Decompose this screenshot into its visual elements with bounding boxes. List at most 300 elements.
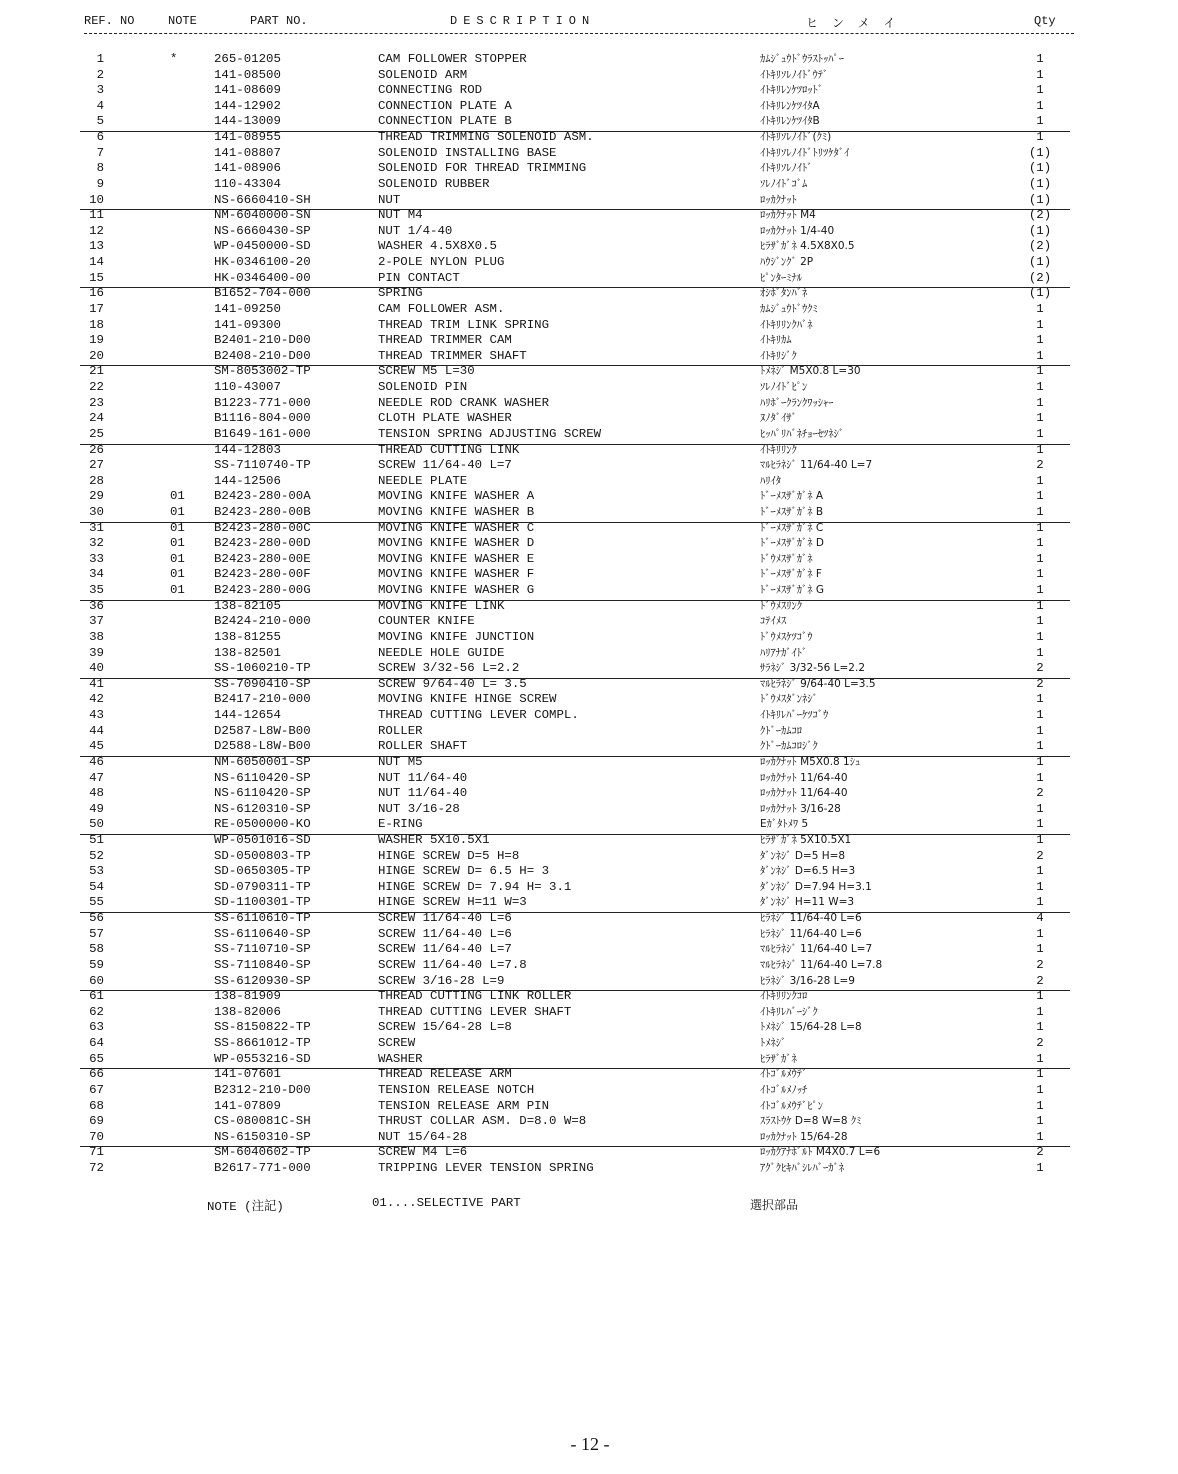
ref-no-cell: 16 (89, 286, 104, 301)
ref-no-cell: 33 (89, 551, 104, 566)
table-row (0, 755, 1178, 771)
table-row (0, 489, 1178, 505)
qty-cell: (1) (1028, 255, 1052, 270)
part-no-cell: WP-0450000-SD (214, 239, 311, 254)
part-no-cell: SS-7110740-TP (214, 458, 311, 473)
part-no-cell: 138-82006 (214, 1004, 281, 1019)
kana-cell: ｲﾄｺﾞﾙﾒｳﾃﾞ (760, 1068, 808, 1081)
qty-cell: 1 (1036, 942, 1044, 957)
part-no-cell: D2588-L8W-B00 (214, 739, 311, 754)
description-cell: TENSION RELEASE ARM PIN (378, 1098, 550, 1113)
description-cell: SCREW M5 L=30 (378, 364, 475, 379)
ref-no-cell: 56 (89, 911, 104, 926)
table-row (0, 52, 1178, 68)
ref-no-cell: 37 (89, 614, 104, 629)
footnote-kana: 選択部品 (750, 1198, 799, 1212)
part-no-cell: NS-6660410-SH (214, 192, 311, 207)
table-row (0, 880, 1178, 896)
description-cell: SCREW 11/64-40 L=6 (378, 926, 512, 941)
ref-no-cell: 50 (89, 817, 104, 832)
part-no-cell: 141-07809 (214, 1098, 281, 1113)
kana-cell: ﾄﾞｳﾒｽﾀﾞﾝﾈｼﾞ (760, 693, 818, 706)
table-row (0, 1052, 1178, 1068)
kana-cell: ﾄﾒﾈｼﾞ M5X0.8 L=30 (760, 365, 861, 378)
ref-no-cell: 1 (96, 52, 104, 66)
description-cell: NUT 11/64-40 (378, 770, 468, 785)
kana-cell: ﾛｯｶｸﾅｯﾄ (760, 193, 797, 206)
part-no-cell: WP-0501016-SD (214, 833, 311, 847)
ref-no-cell: 22 (89, 380, 104, 395)
description-cell: SOLENOID PIN (378, 380, 468, 395)
kana-cell: ﾋﾗｻﾞｶﾞﾈ 4.5X8X0.5 (760, 240, 855, 253)
part-no-cell: SD-0650305-TP (214, 864, 311, 879)
part-no-cell: SS-7110840-SP (214, 957, 311, 972)
ref-no-cell: 71 (89, 1145, 104, 1160)
ref-no-cell: 25 (89, 426, 104, 441)
kana-cell: ｽﾗｽﾄｳｹ D=8 W=8 ｸﾐ (760, 1115, 862, 1128)
part-no-cell: NS-6110420-SP (214, 770, 311, 785)
table-row (0, 68, 1178, 84)
ref-no-cell: 65 (89, 1051, 104, 1066)
ref-no-cell: 7 (96, 145, 104, 160)
description-cell: THREAD TRIM LINK SPRING (378, 317, 550, 332)
description-cell: CAM FOLLOWER STOPPER (378, 52, 527, 66)
description-cell: NUT M4 (378, 208, 423, 223)
qty-cell: 1 (1036, 364, 1044, 379)
table-row (0, 286, 1178, 302)
qty-cell: 1 (1036, 442, 1044, 457)
kana-cell: ｲﾄｷﾘﾚﾝｹﾂｲﾀA (760, 99, 820, 112)
ref-no-cell: 18 (89, 317, 104, 332)
ref-no-cell: 40 (89, 661, 104, 676)
qty-cell: 1 (1036, 833, 1044, 847)
part-no-cell: B1223-771-000 (214, 395, 311, 410)
part-no-cell: B2423-280-00C (214, 520, 311, 535)
ref-no-cell: 47 (89, 770, 104, 785)
table-row (0, 177, 1178, 193)
kana-cell: ﾄﾞｰﾒｽｻﾞｶﾞﾈ F (760, 568, 822, 581)
description-cell: NEEDLE PLATE (378, 473, 468, 488)
table-row (0, 786, 1178, 802)
part-no-cell: B1649-161-000 (214, 426, 311, 441)
part-no-cell: 138-82105 (214, 598, 281, 613)
description-cell: 2-POLE NYLON PLUG (378, 255, 505, 270)
header-description: DESCRIPTION (450, 14, 596, 28)
description-cell: SOLENOID ARM (378, 67, 468, 82)
qty-cell: 1 (1036, 645, 1044, 660)
ref-no-cell: 43 (89, 708, 104, 723)
ref-no-cell: 38 (89, 629, 104, 644)
kana-cell: ﾏﾙﾋﾗﾈｼﾞ 11/64-40 L=7.8 (760, 958, 883, 971)
description-cell: NUT M5 (378, 754, 423, 769)
footnote-label: NOTE (注記) (207, 1200, 284, 1214)
qty-cell: 1 (1036, 614, 1044, 629)
qty-cell: 1 (1036, 1004, 1044, 1019)
kana-cell: ﾛｯｶｸﾅｯﾄ 11/64-40 (760, 771, 848, 784)
part-no-cell: B2423-280-00G (214, 583, 311, 598)
kana-cell: ｲﾄｷﾘﾚﾝｹﾂｲﾀB (760, 115, 820, 128)
description-cell: WASHER 4.5X8X0.5 (378, 239, 497, 254)
qty-cell: 1 (1036, 1098, 1044, 1113)
qty-cell: 1 (1036, 1161, 1044, 1176)
part-no-cell: SD-0500803-TP (214, 848, 311, 863)
table-row (0, 505, 1178, 521)
description-cell: TENSION RELEASE NOTCH (378, 1082, 535, 1097)
group-rule (80, 834, 1070, 835)
group-rule (80, 444, 1070, 445)
description-cell: THREAD CUTTING LEVER COMPL. (378, 708, 579, 723)
qty-cell: 1 (1036, 926, 1044, 941)
qty-cell: 1 (1036, 801, 1044, 816)
description-cell: HINGE SCREW D= 6.5 H= 3 (378, 864, 550, 879)
table-row (0, 646, 1178, 662)
ref-no-cell: 55 (89, 895, 104, 910)
kana-cell: ﾄﾞｰﾒｽｻﾞｶﾞﾈ A (760, 490, 824, 503)
description-cell: HINGE SCREW D= 7.94 H= 3.1 (378, 879, 572, 894)
part-no-cell: 141-08955 (214, 130, 281, 145)
kana-cell: ﾀﾞﾝﾈｼﾞ D=6.5 H=3 (760, 865, 856, 878)
description-cell: ROLLER (378, 723, 423, 738)
note-cell: 01 (170, 504, 185, 519)
ref-no-cell: 8 (96, 161, 104, 176)
header-kana: ヒンメイ (806, 17, 910, 31)
table-row (0, 817, 1178, 833)
kana-cell: ﾏﾙﾋﾗﾈｼﾞ 11/64-40 L=7 (760, 943, 873, 956)
kana-cell: ﾇﾉﾀﾞｲｻﾞ (760, 412, 797, 425)
ref-no-cell: 24 (89, 411, 104, 426)
table-row (0, 849, 1178, 865)
table-row (0, 692, 1178, 708)
kana-cell: ﾄﾞｰﾒｽｻﾞｶﾞﾈ B (760, 505, 824, 518)
kana-cell: ﾄﾒﾈｼﾞ (760, 1037, 787, 1050)
qty-cell: 1 (1036, 301, 1044, 316)
group-rule (80, 365, 1070, 366)
part-no-cell: SM-8053002-TP (214, 364, 311, 379)
group-rule (80, 131, 1070, 132)
kana-cell: ﾛｯｶｸﾅｯﾄ 11/64-40 (760, 787, 848, 800)
kana-cell: ﾄﾞｰﾒｽｻﾞｶﾞﾈ G (760, 584, 824, 597)
ref-no-cell: 58 (89, 942, 104, 957)
part-no-cell: 141-08500 (214, 67, 281, 82)
page-number: - 12 - (570, 1434, 610, 1454)
ref-no-cell: 45 (89, 739, 104, 754)
qty-cell: 1 (1036, 754, 1044, 769)
part-no-cell: NS-6150310-SP (214, 1129, 311, 1144)
kana-cell: ｲﾄｷﾘﾘﾝｸ (760, 443, 797, 456)
qty-cell: 1 (1036, 770, 1044, 785)
qty-cell: 1 (1036, 1114, 1044, 1129)
qty-cell: 1 (1036, 317, 1044, 332)
table-row (0, 396, 1178, 412)
table-row (0, 802, 1178, 818)
ref-no-cell: 60 (89, 973, 104, 988)
kana-cell: Eｶﾞﾀﾄﾒﾜ 5 (760, 818, 809, 831)
kana-cell: ﾄﾞｳﾒｽﾘﾝｸ (760, 599, 802, 612)
kana-cell: ﾛｯｶｸﾅｯﾄ 15/64-28 (760, 1130, 848, 1143)
kana-cell: ﾊﾘﾎﾞｰｸﾗﾝｸﾜｯｼｬｰ (760, 396, 834, 409)
qty-cell: 1 (1036, 1051, 1044, 1066)
qty-cell: 1 (1036, 411, 1044, 426)
ref-no-cell: 15 (89, 270, 104, 285)
description-cell: SOLENOID RUBBER (378, 176, 490, 191)
description-cell: MOVING KNIFE WASHER E (378, 551, 535, 566)
kana-cell: ﾋﾗｻﾞｶﾞﾈ 5X10.5X1 (760, 834, 852, 846)
description-cell: SCREW 9/64-40 L= 3.5 (378, 676, 527, 691)
kana-cell: ｲﾄｷﾘｿﾚﾉｲﾄﾞﾄﾘﾂｹﾀﾞｲ (760, 146, 850, 159)
qty-cell: 1 (1036, 551, 1044, 566)
ref-no-cell: 62 (89, 1004, 104, 1019)
group-rule (80, 1068, 1070, 1069)
ref-no-cell: 69 (89, 1114, 104, 1129)
part-no-cell: 144-12902 (214, 98, 281, 113)
group-rule (80, 522, 1070, 523)
kana-cell: ﾀﾞﾝﾈｼﾞ D=5 H=8 (760, 849, 846, 862)
group-rule (80, 912, 1070, 913)
qty-cell: 1 (1036, 536, 1044, 551)
description-cell: THREAD CUTTING LINK (378, 442, 520, 457)
part-no-cell: SD-1100301-TP (214, 895, 311, 910)
ref-no-cell: 2 (96, 67, 104, 82)
table-row (0, 364, 1178, 380)
kana-cell: ﾀﾞﾝﾈｼﾞ D=7.94 H=3.1 (760, 880, 872, 893)
ref-no-cell: 61 (89, 989, 104, 1004)
kana-cell: ﾊﾘｱﾅｶﾞｲﾄﾞ (760, 646, 808, 659)
qty-cell: (2) (1028, 239, 1052, 254)
column-header (0, 12, 1178, 34)
qty-cell: 1 (1036, 130, 1044, 145)
ref-no-cell: 41 (89, 676, 104, 691)
kana-cell: ｶﾑｼﾞｭｳﾄﾞｳｸﾐ (760, 302, 818, 315)
description-cell: THREAD TRIMMER SHAFT (378, 348, 527, 363)
kana-cell: ﾛｯｶｸﾅｯﾄ M4 (760, 209, 816, 222)
ref-no-cell: 3 (96, 83, 104, 98)
description-cell: SCREW 15/64-28 L=8 (378, 1020, 512, 1035)
ref-no-cell: 4 (96, 98, 104, 113)
qty-cell: 1 (1036, 504, 1044, 519)
qty-cell: (1) (1028, 161, 1052, 176)
table-row (0, 927, 1178, 943)
ref-no-cell: 39 (89, 645, 104, 660)
table-row (0, 380, 1178, 396)
qty-cell: 1 (1036, 879, 1044, 894)
part-no-cell: B2312-210-D00 (214, 1082, 311, 1097)
part-no-cell: 144-13009 (214, 114, 281, 129)
ref-no-cell: 59 (89, 957, 104, 972)
table-row (0, 677, 1178, 693)
table-row (0, 146, 1178, 162)
part-no-cell: 141-09250 (214, 301, 281, 316)
description-cell: NUT (378, 192, 401, 207)
description-cell: THRUST COLLAR ASM. D=8.0 W=8 (378, 1114, 587, 1129)
description-cell: CAM FOLLOWER ASM. (378, 301, 505, 316)
table-row (0, 1114, 1178, 1130)
ref-no-cell: 57 (89, 926, 104, 941)
kana-cell: ｲﾄｷﾘｶﾑ (760, 334, 792, 347)
table-row (0, 833, 1178, 849)
description-cell: SCREW 3/16-28 L=9 (378, 973, 505, 988)
part-no-cell: 144-12654 (214, 708, 281, 723)
ref-no-cell: 23 (89, 395, 104, 410)
description-cell: TENSION SPRING ADJUSTING SCREW (378, 426, 602, 441)
table-row (0, 1067, 1178, 1083)
part-no-cell: B2401-210-D00 (214, 333, 311, 348)
table-row (0, 208, 1178, 224)
table-row (0, 771, 1178, 787)
table-row (0, 661, 1178, 677)
description-cell: PIN CONTACT (378, 270, 460, 285)
description-cell: MOVING KNIFE WASHER G (378, 583, 535, 598)
description-cell: E-RING (378, 817, 423, 832)
part-no-cell: 141-08609 (214, 83, 281, 98)
ref-no-cell: 34 (89, 567, 104, 582)
table-row (0, 318, 1178, 334)
group-rule (80, 990, 1070, 991)
part-no-cell: RE-0500000-KO (214, 817, 311, 832)
part-no-cell: 141-08906 (214, 161, 281, 176)
table-row (0, 911, 1178, 927)
ref-no-cell: 11 (89, 208, 104, 223)
description-cell: SCREW (378, 1036, 416, 1051)
qty-cell: 1 (1036, 567, 1044, 582)
kana-cell: ﾛｯｶｸﾅｯﾄ M5X0.8 1ｼｭ (760, 755, 861, 768)
part-no-cell: B2423-280-00F (214, 567, 311, 582)
qty-cell: 1 (1036, 583, 1044, 598)
qty-cell: 1 (1036, 1067, 1044, 1082)
qty-cell: 2 (1036, 957, 1044, 972)
ref-no-cell: 48 (89, 786, 104, 801)
description-cell: NUT 15/64-28 (378, 1129, 468, 1144)
part-no-cell: CS-080081C-SH (214, 1114, 311, 1129)
table-row (0, 474, 1178, 490)
part-no-cell: HK-0346100-20 (214, 255, 311, 270)
ref-no-cell: 52 (89, 848, 104, 863)
qty-cell: 1 (1036, 989, 1044, 1004)
part-no-cell: 138-81255 (214, 629, 281, 644)
ref-no-cell: 35 (89, 583, 104, 598)
kana-cell: ｺﾃｲﾒｽ (760, 615, 787, 628)
qty-cell: 1 (1036, 817, 1044, 832)
description-cell: CONNECTION PLATE B (378, 114, 512, 129)
ref-no-cell: 63 (89, 1020, 104, 1035)
qty-cell: 1 (1036, 114, 1044, 129)
table-row (0, 239, 1178, 255)
qty-cell: 1 (1036, 67, 1044, 82)
description-cell: MOVING KNIFE JUNCTION (378, 629, 535, 644)
qty-cell: 1 (1036, 692, 1044, 707)
table-row (0, 161, 1178, 177)
part-no-cell: 110-43007 (214, 380, 281, 395)
description-cell: WASHER 5X10.5X1 (378, 833, 490, 847)
description-cell: SPRING (378, 286, 423, 301)
description-cell: MOVING KNIFE WASHER F (378, 567, 535, 582)
table-row (0, 224, 1178, 240)
part-no-cell: NM-6050001-SP (214, 754, 311, 769)
kana-cell: ｶﾑｼﾞｭｳﾄﾞｳﾗｽﾄｯﾊﾟｰ (760, 53, 844, 65)
table-row (0, 552, 1178, 568)
note-cell: 01 (170, 536, 185, 551)
kana-cell: ｻﾗﾈｼﾞ 3/32-56 L=2.2 (760, 662, 865, 675)
table-row (0, 458, 1178, 474)
description-cell: MOVING KNIFE WASHER C (378, 520, 535, 535)
description-cell: CLOTH PLATE WASHER (378, 411, 512, 426)
ref-no-cell: 46 (89, 754, 104, 769)
table-row (0, 864, 1178, 880)
qty-cell: 1 (1036, 1082, 1044, 1097)
part-no-cell: SS-1060210-TP (214, 661, 311, 676)
qty-cell: (1) (1028, 192, 1052, 207)
ref-no-cell: 64 (89, 1036, 104, 1051)
table-row (0, 411, 1178, 427)
kana-cell: ｲﾄｷﾘﾘﾝｸﾊﾞﾈ (760, 318, 813, 331)
description-cell: SCREW M4 L=6 (378, 1145, 468, 1160)
part-no-cell: 141-07601 (214, 1067, 281, 1082)
qty-cell: 1 (1036, 83, 1044, 98)
qty-cell: (2) (1028, 270, 1052, 285)
part-no-cell: 265-01205 (214, 52, 281, 66)
table-row (0, 989, 1178, 1005)
qty-cell: 1 (1036, 895, 1044, 910)
description-cell: CONNECTING ROD (378, 83, 483, 98)
part-no-cell: SS-8150822-TP (214, 1020, 311, 1035)
part-no-cell: SS-7090410-SP (214, 676, 311, 691)
part-no-cell: SM-6040602-TP (214, 1145, 311, 1160)
ref-no-cell: 19 (89, 333, 104, 348)
table-row (0, 583, 1178, 599)
kana-cell: ｲﾄｷﾘﾚﾝｹﾂﾛｯﾄﾞ (760, 84, 823, 97)
part-no-cell: 138-82501 (214, 645, 281, 660)
kana-cell: ﾀﾞﾝﾈｼﾞ H=11 W=3 (760, 896, 855, 909)
description-cell: HINGE SCREW H=11 W=3 (378, 895, 527, 910)
part-no-cell: NS-6660430-SP (214, 223, 311, 238)
table-row (0, 630, 1178, 646)
qty-cell: 1 (1036, 98, 1044, 113)
ref-no-cell: 29 (89, 489, 104, 504)
qty-cell: 1 (1036, 598, 1044, 613)
description-cell: NEEDLE ROD CRANK WASHER (378, 395, 550, 410)
table-row (0, 99, 1178, 115)
table-row (0, 130, 1178, 146)
header-part-no: PART NO. (250, 14, 308, 28)
kana-cell: ﾏﾙﾋﾗﾈｼﾞ 9/64-40 L=3.5 (760, 677, 876, 690)
part-no-cell: SD-0790311-TP (214, 879, 311, 894)
ref-no-cell: 17 (89, 301, 104, 316)
table-row (0, 1099, 1178, 1115)
description-cell: MOVING KNIFE WASHER B (378, 504, 535, 519)
description-cell: THREAD RELEASE ARM (378, 1067, 512, 1082)
description-cell: TRIPPING LEVER TENSION SPRING (378, 1161, 594, 1176)
footnote (0, 1196, 1178, 1212)
kana-cell: ｲﾄｷﾘﾚﾊﾞｰｹﾂｺﾞｳ (760, 709, 829, 722)
ref-no-cell: 53 (89, 864, 104, 879)
kana-cell: ｲﾄｷﾘｼﾞｸ (760, 349, 797, 362)
qty-cell: 2 (1036, 1036, 1044, 1051)
part-no-cell: SS-6120930-SP (214, 973, 311, 988)
qty-cell: 2 (1036, 676, 1044, 691)
part-no-cell: B2408-210-D00 (214, 348, 311, 363)
part-no-cell: SS-7110710-SP (214, 942, 311, 957)
ref-no-cell: 13 (89, 239, 104, 254)
qty-cell: 1 (1036, 1129, 1044, 1144)
table-row (0, 724, 1178, 740)
description-cell: MOVING KNIFE WASHER A (378, 489, 535, 504)
table-row (0, 83, 1178, 99)
part-no-cell: 110-43304 (214, 176, 281, 191)
qty-cell: 1 (1036, 520, 1044, 535)
qty-cell: 1 (1036, 708, 1044, 723)
kana-cell: ﾋﾗﾈｼﾞ 11/64-40 L=6 (760, 927, 862, 940)
ref-no-cell: 9 (96, 176, 104, 191)
header-ref-no: REF. NO (84, 14, 135, 28)
